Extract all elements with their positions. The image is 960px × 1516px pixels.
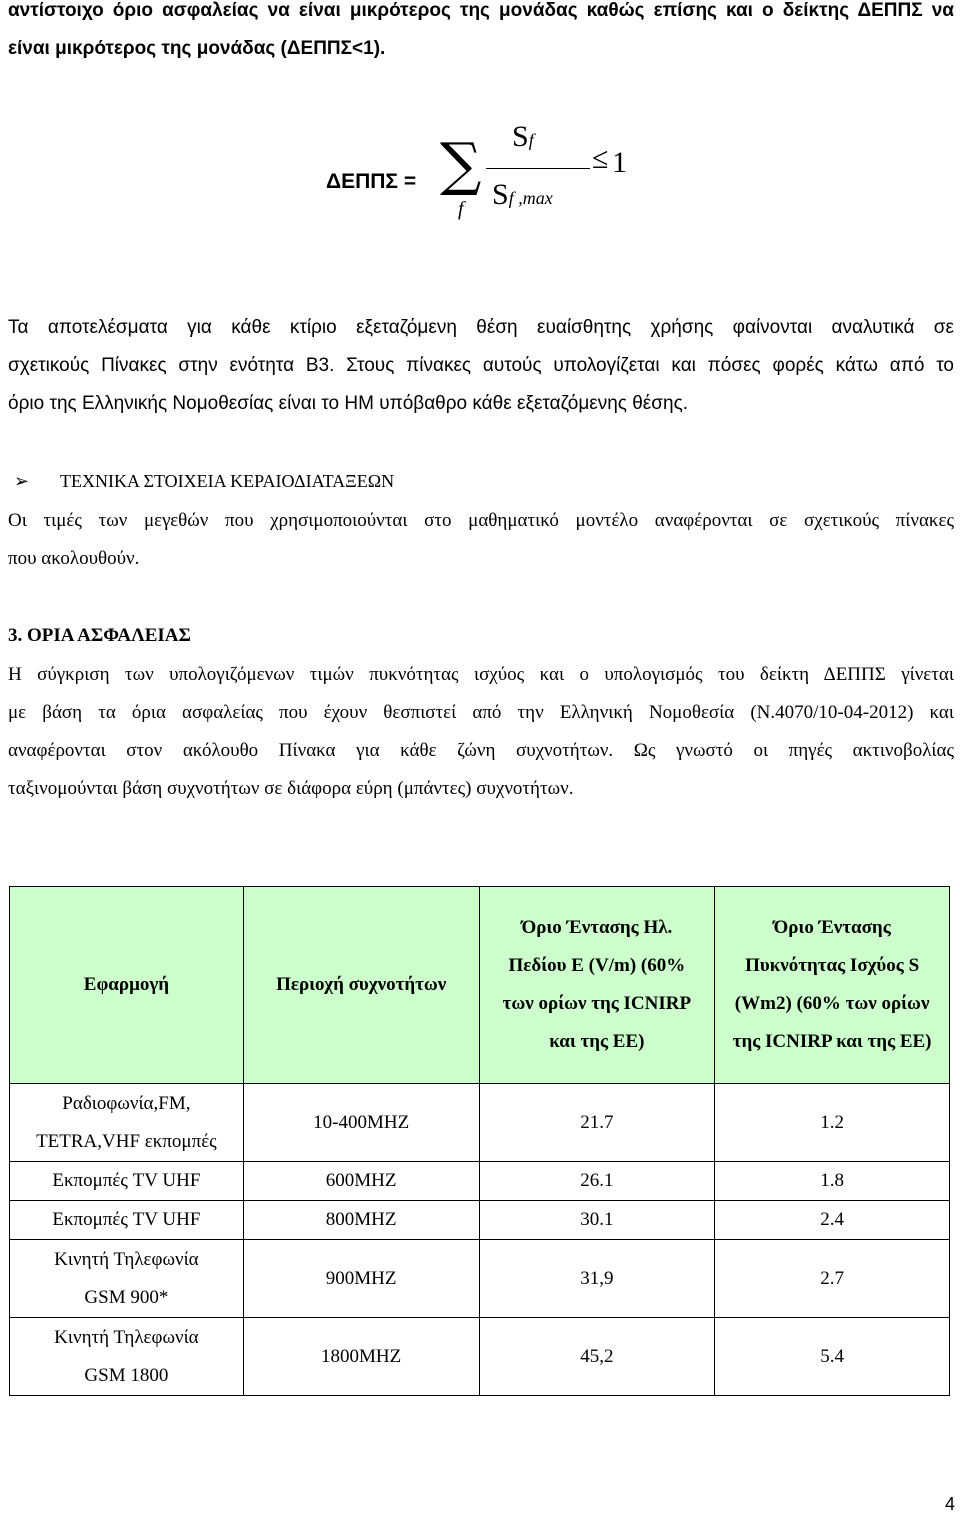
safety-limits-table xyxy=(9,886,950,1396)
limits-line-1: Η σύγκριση των υπολογιζόμενων τιμών πυκνότητας ισχύος και ο υπολογισμός του δείκτη ΔΕΠΠΣ γίνεται xyxy=(8,664,954,685)
cell-application: Εκπομπές TV UHF xyxy=(10,1201,244,1240)
cell-e-field: 26.1 xyxy=(479,1162,715,1201)
cell-application: Εκπομπές TV UHF xyxy=(10,1162,244,1201)
arrow-bullet-icon: ➢ xyxy=(14,471,30,492)
cell-power-density: 2.4 xyxy=(715,1201,950,1240)
cell-power-density: 5.4 xyxy=(715,1318,950,1396)
limits-line-2: με βάση τα όρια ασφαλείας που έχουν θεσπιστεί από την Ελληνική Νομοθεσία (Ν.4070/10-04-2012) και xyxy=(8,702,954,723)
cell-application: Ραδιοφωνία,FM, TETRA,VHF εκπομπές xyxy=(10,1084,244,1162)
intro-line-1: αντίστοιχο όριο ασφαλείας να είναι μικρότερος της μονάδας καθώς επίσης και ο δείκτης ΔΕΠΠΣ να xyxy=(8,0,954,21)
cell-power-density: 1.8 xyxy=(715,1162,950,1201)
formula-denominator: Sf ,max xyxy=(492,178,553,211)
table-row xyxy=(10,1240,950,1318)
cell-frequency: 1800MHZ xyxy=(243,1318,479,1396)
cell-frequency: 10-400MHZ xyxy=(243,1084,479,1162)
header-frequency-range: Περιοχή συχνοτήτων xyxy=(243,887,479,1084)
intro-line-2: είναι μικρότερος της μονάδας (ΔΕΠΠΣ<1). xyxy=(8,38,386,59)
leq-symbol: ≤ xyxy=(592,142,609,175)
formula-numerator: Sf xyxy=(512,120,534,153)
limits-heading: 3. ΟΡΙΑ ΑΣΦΑΛΕΙΑΣ xyxy=(8,625,191,646)
cell-e-field: 31,9 xyxy=(479,1240,715,1318)
results-line-3: όριο της Ελληνικής Νομοθεσίας είναι το ΗΜ υπόβαθρο κάθε εξεταζόμενης θέσης. xyxy=(8,393,689,414)
tech-line-1: Οι τιμές των μεγεθών που χρησιμοποιούνται στο μαθηματικό μοντέλο αναφέρονται σε σχετικούς πίνακες xyxy=(8,510,954,531)
cell-e-field: 30.1 xyxy=(479,1201,715,1240)
table-header-row xyxy=(10,887,950,1084)
cell-application: Κινητή Τηλεφωνία GSM 1800 xyxy=(10,1318,244,1396)
depps-formula xyxy=(300,120,660,230)
page-number: 4 xyxy=(944,1494,955,1514)
cell-power-density: 2.7 xyxy=(715,1240,950,1318)
tech-heading-text: ΤΕΧΝΙΚΑ ΣΤΟΙΧΕΙΑ ΚΕΡΑΙΟΔΙΑΤΑΞΕΩΝ xyxy=(60,471,395,491)
tech-heading xyxy=(14,467,394,496)
table-row xyxy=(10,1318,950,1396)
results-line-2: σχετικούς Πίνακες στην ενότητα Β3. Στους πίνακες αυτούς υπολογίζεται και πόσες φορές κάτω από το xyxy=(8,355,954,376)
fraction-bar xyxy=(486,168,590,169)
limits-line-3: αναφέρονται στον ακόλουθο Πίνακα για κάθε ζώνη συχνοτήτων. Ως γνωστό οι πηγές ακτινοβολίας xyxy=(8,740,954,761)
table-row xyxy=(10,1084,950,1162)
formula-lhs: ΔΕΠΠΣ = xyxy=(326,170,417,193)
tech-line-2: που ακολουθούν. xyxy=(8,548,140,569)
header-power-density-limit: Όριο Έντασης Πυκνότητας Ισχύος S (Wm2) (60% των ορίων της ICNIRP και της ΕΕ) xyxy=(715,887,950,1084)
cell-application: Κινητή Τηλεφωνία GSM 900* xyxy=(10,1240,244,1318)
sum-symbol: ∑ xyxy=(440,130,482,198)
sum-index: f xyxy=(458,198,464,220)
cell-e-field: 45,2 xyxy=(479,1318,715,1396)
cell-frequency: 900MHZ xyxy=(243,1240,479,1318)
cell-frequency: 800MHZ xyxy=(243,1201,479,1240)
results-line-1: Τα αποτελέσματα για κάθε κτίριο εξεταζόμενη θέση ευαίσθητης χρήσης φαίνονται αναλυτικά σε xyxy=(8,317,954,338)
cell-frequency: 600MHZ xyxy=(243,1162,479,1201)
table-row xyxy=(10,1201,950,1240)
table-row xyxy=(10,1162,950,1201)
cell-power-density: 1.2 xyxy=(715,1084,950,1162)
cell-e-field: 21.7 xyxy=(479,1084,715,1162)
header-application: Εφαρμογή xyxy=(10,887,244,1084)
limits-line-4: ταξινομούνται βάση συχνοτήτων σε διάφορα εύρη (μπάντες) συχνοτήτων. xyxy=(8,778,574,799)
header-e-field-limit: Όριο Έντασης Ηλ. Πεδίου Ε (V/m) (60% των ορίων της ICNIRP και της ΕΕ) xyxy=(479,887,715,1084)
formula-bound: 1 xyxy=(612,146,627,179)
